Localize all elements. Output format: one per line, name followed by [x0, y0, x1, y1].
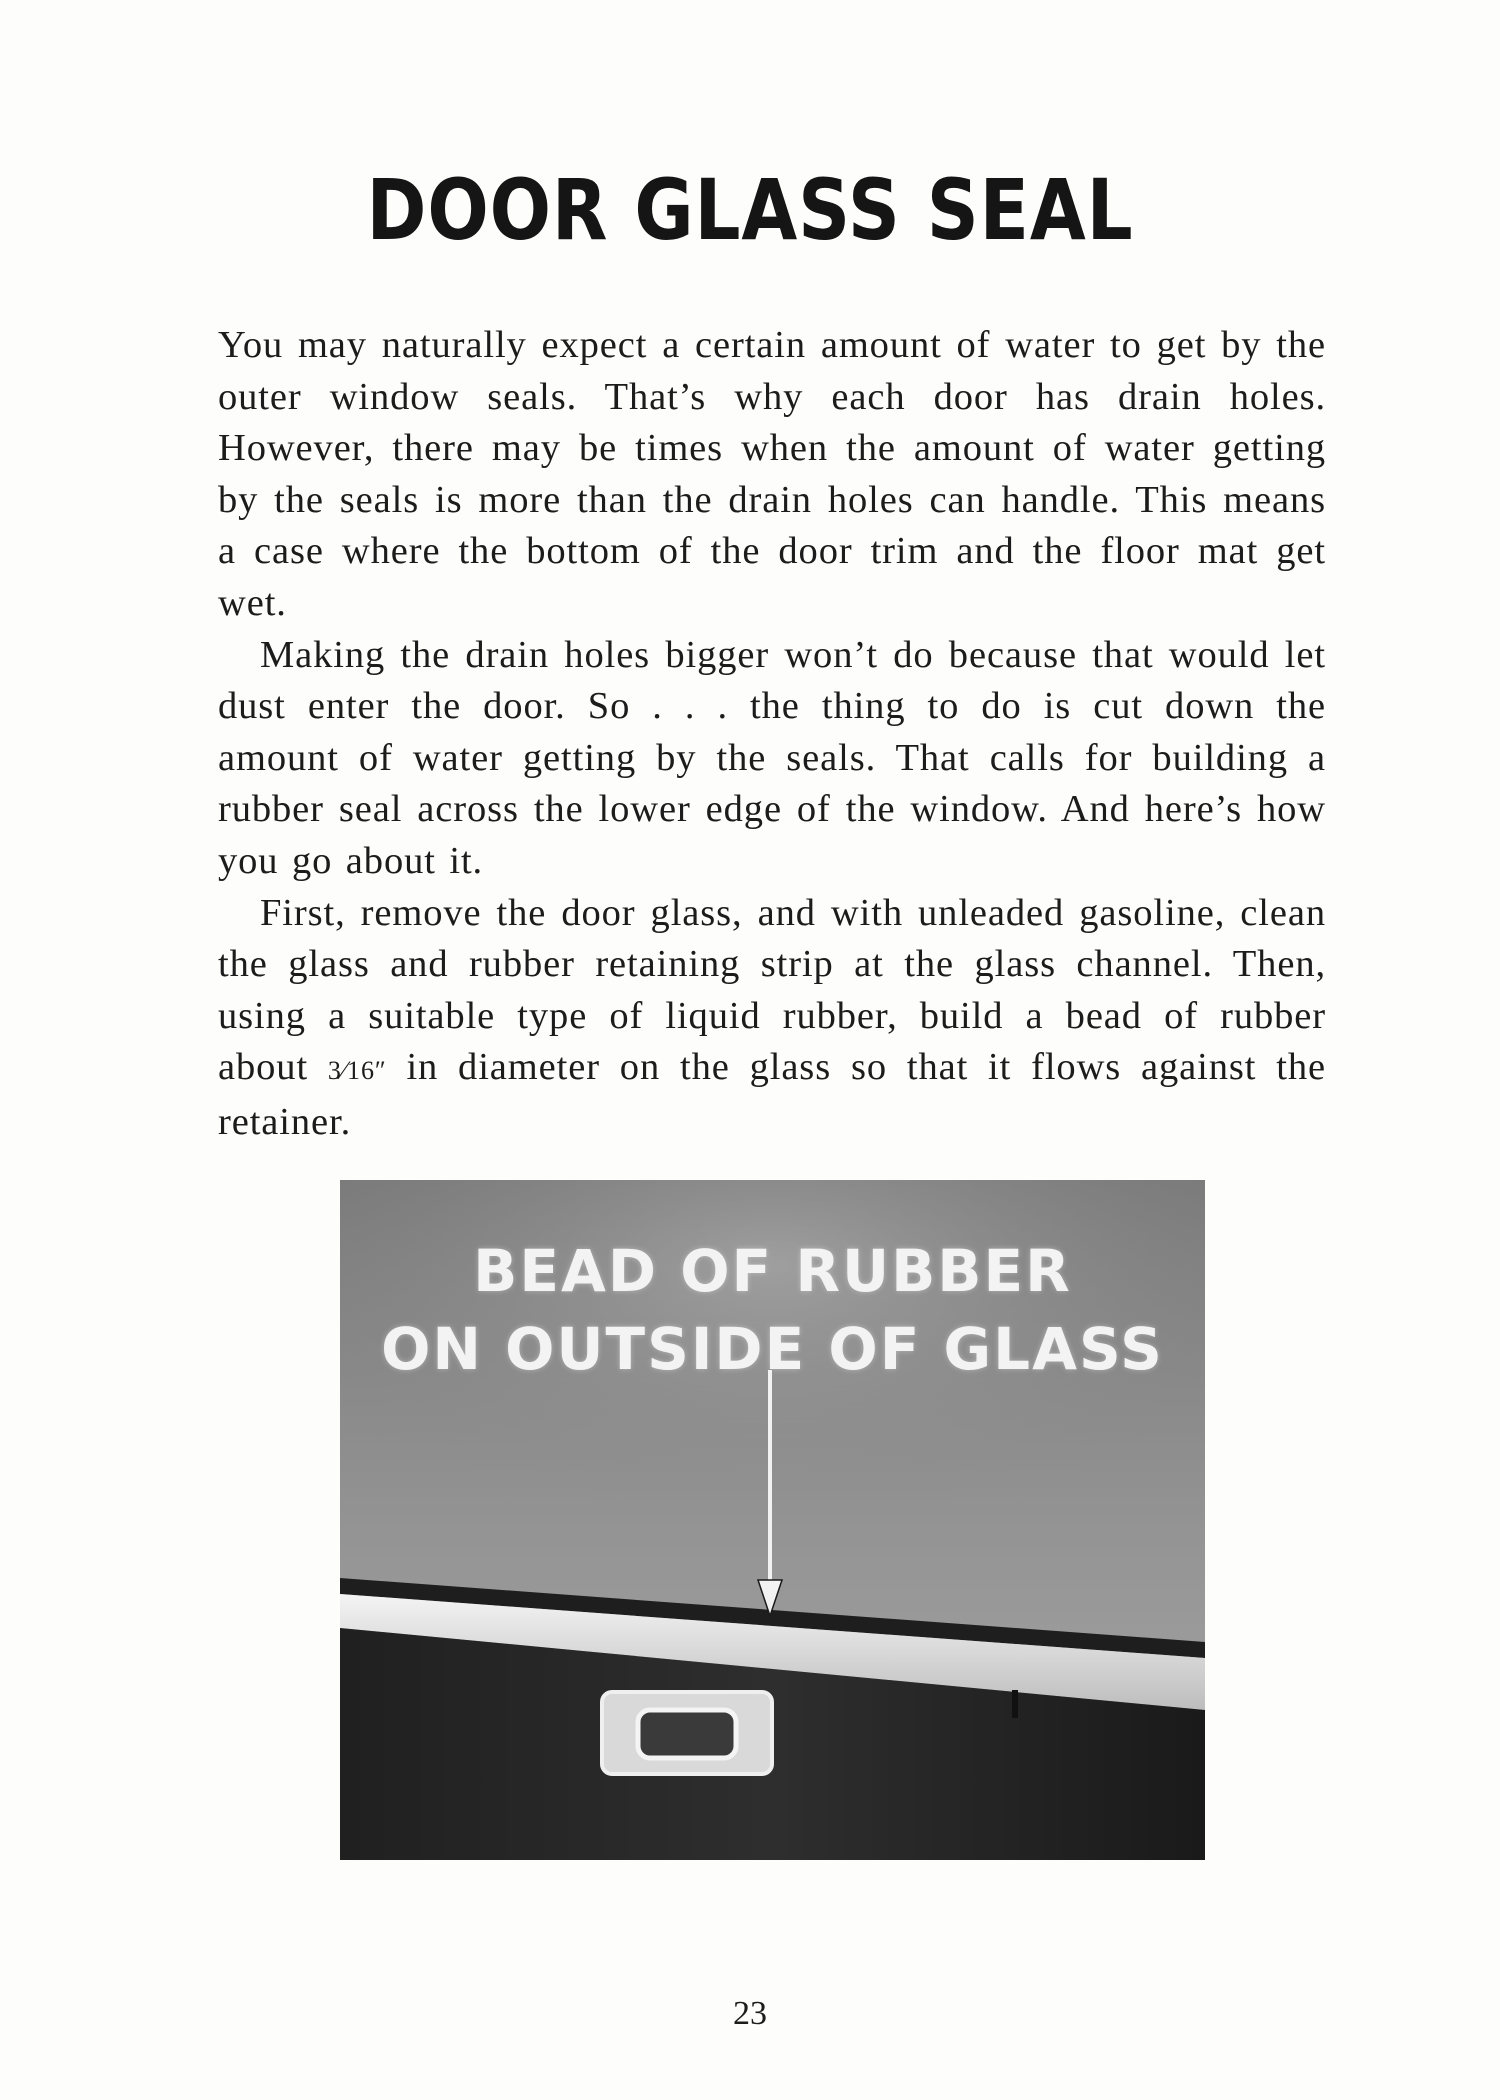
- fraction: 3⁄16″: [327, 1056, 387, 1086]
- molding-clip: [1012, 1690, 1018, 1718]
- page-title: DOOR GLASS SEAL: [366, 161, 1134, 259]
- paragraph-2: Making the drain holes bigger won’t do because that would let dust enter the door. So . . . the thing to do is cut down the amount of water getting by the seals. That calls for building a rubber seal across the lower edge of the window. And here’s how you go about it.: [218, 633, 1326, 882]
- page-number: 23: [733, 1995, 767, 2032]
- door-glass-photo: [340, 1180, 1205, 1860]
- photo-caption-line-1: BEAD OF RUBBER: [473, 1237, 1072, 1305]
- paragraph-3-start: First, remove the door glass, and with unleaded gasoline, clean the glass and rubber retaining strip at the glass channel. Then, using a suitable type of liquid rubber, build a bead of rubber about: [218, 891, 1326, 1089]
- body-text: [218, 320, 1326, 1149]
- door-handle: [638, 1710, 736, 1758]
- paragraph-3-end: in diameter on the glass so that it flows against the retainer.: [218, 1046, 1326, 1143]
- paragraph-1: You may naturally expect a certain amount of water to get by the outer window seals. That’s why each door has drain holes. However, there may be times when the amount of water getting by the seals is more than the drain holes can handle. This means a case where the bottom of the door trim and the floor mat get wet.: [218, 324, 1326, 624]
- photo-caption-line-2: ON OUTSIDE OF GLASS: [381, 1315, 1164, 1383]
- paragraph-3: [218, 888, 1326, 1149]
